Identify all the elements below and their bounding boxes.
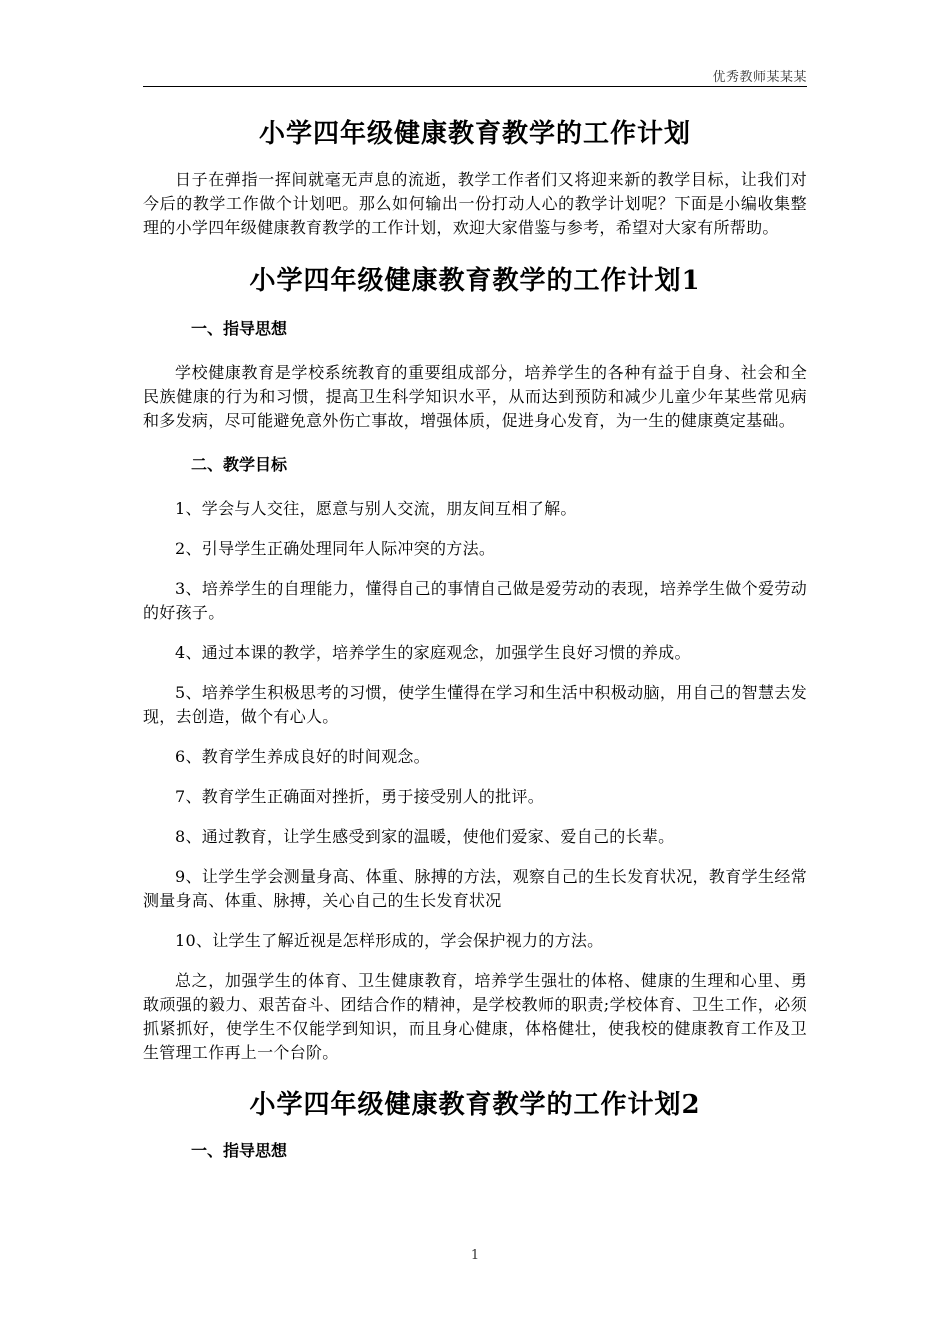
goal-item: 6、教育学生养成良好的时间观念。 xyxy=(175,747,430,766)
intro-paragraph: 日子在弹指一挥间就毫无声息的流逝，教学工作者们又将迎来新的教学目标，让我们对今后的教学工作做个计划吧。那么如何输出一份打动人心的教学计划呢？下面是小编收集整理的小学四年级健康教育教学的工作计划，欢迎大家借鉴与参考，希望对大家有所帮助。 xyxy=(143,170,807,237)
plan1-title: 小学四年级健康教育教学的工作计划1 xyxy=(249,266,701,296)
header-divider xyxy=(143,86,807,87)
goal-item: 8、通过教育，让学生感受到家的温暖，使他们爱家、爱自己的长辈。 xyxy=(175,827,675,846)
goal-item: 9、让学生学会测量身高、体重、脉搏的方法，观察自己的生长发育状况，教育学生经常测量身高、体重、脉搏，关心自己的生长发育状况 xyxy=(143,867,807,910)
goal-item: 7、教育学生正确面对挫折，勇于接受别人的批评。 xyxy=(175,787,545,806)
plan1-summary-paragraph: 总之，加强学生的体育、卫生健康教育，培养学生强壮的体格、健康的生理和心里、勇敢顽强的毅力、艰苦奋斗、团结合作的精神，是学校教师的职责;学校体育、卫生工作，必须抓紧抓好，使学生不仅能学到知识，而且身心健康，体格健壮，使我校的健康教育工作及卫生管理工作再上一个台阶。 xyxy=(143,971,807,1062)
plan1-guiding-paragraph: 学校健康教育是学校系统教育的重要组成部分，培养学生的各种有益于自身、社会和全民族健康的行为和习惯，提高卫生科学知识水平，从而达到预防和减少儿童少年某些常见病和多发病，尽可能避免意外伤亡事故，增强体质，促进身心发育，为一生的健康奠定基础。 xyxy=(143,363,807,430)
page-header-label: 优秀教师某某某 xyxy=(712,70,807,85)
plan2-title: 小学四年级健康教育教学的工作计划2 xyxy=(249,1090,701,1120)
page-number: 1 xyxy=(470,1248,480,1263)
plan1-heading-goals: 二、教学目标 xyxy=(191,455,288,474)
goal-item: 5、培养学生积极思考的习惯，使学生懂得在学习和生活中积极动脑，用自己的智慧去发现，去创造，做个有心人。 xyxy=(143,683,807,726)
plan1-heading-guiding: 一、指导思想 xyxy=(191,319,288,338)
goal-item: 1、学会与人交往，愿意与别人交流，朋友间互相了解。 xyxy=(175,499,577,518)
goal-item: 3、培养学生的自理能力，懂得自己的事情自己做是爱劳动的表现，培养学生做个爱劳动的好孩子。 xyxy=(143,579,807,622)
goal-item: 10、让学生了解近视是怎样形成的，学会保护视力的方法。 xyxy=(175,931,604,950)
goal-item: 4、通过本课的教学，培养学生的家庭观念，加强学生良好习惯的养成。 xyxy=(175,643,691,662)
page-content xyxy=(143,110,807,1163)
plan2-heading-guiding: 一、指导思想 xyxy=(191,1141,288,1160)
document-title: 小学四年级健康教育教学的工作计划 xyxy=(258,119,691,149)
goal-item: 2、引导学生正确处理同年人际冲突的方法。 xyxy=(175,539,496,558)
